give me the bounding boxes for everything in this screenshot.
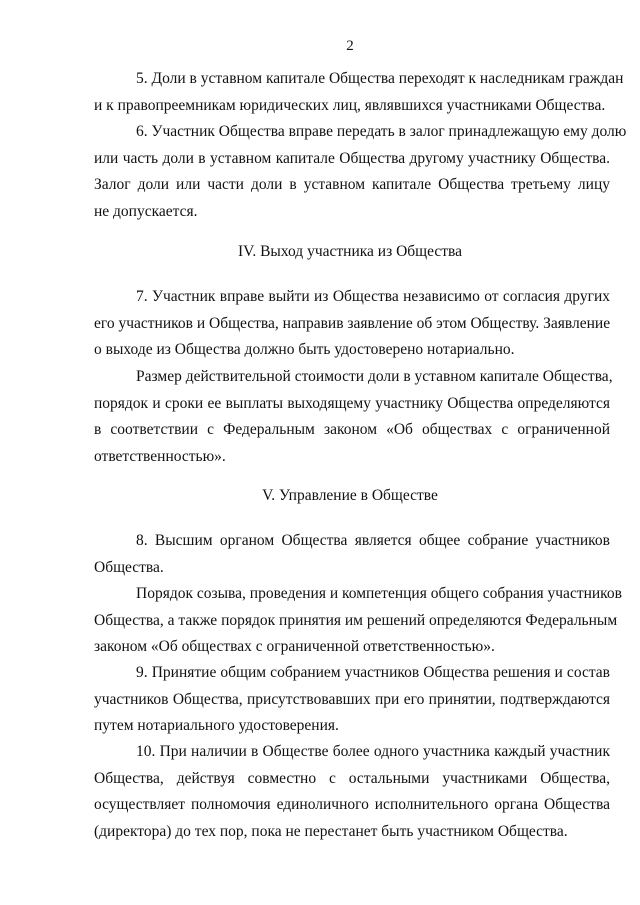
text-line: путем нотариального удостоверения. (94, 717, 339, 734)
paragraph-9 (94, 660, 610, 740)
paragraph-5 (94, 66, 624, 119)
text-line: Залог доли или части доли в уставном капитале Общества третьему лицу (94, 176, 610, 193)
text-line: законом «Об обществах с ограниченной ответственностью». (94, 638, 495, 655)
text-line: и к правопреемникам юридических лиц, являвшихся участниками Общества. (94, 96, 606, 114)
text-line: порядок и сроки ее выплаты выходящему участнику Общества определяются (94, 394, 610, 412)
paragraph-10 (94, 739, 610, 845)
text-line: участников Общества, присутствовавших при его принятии, подтверждаются (94, 690, 610, 708)
text-line: 5. Доли в уставном капитале Общества переходят к наследникам граждан (136, 70, 624, 87)
paragraph-8-continued (94, 581, 622, 661)
paragraph-8 (94, 528, 610, 581)
text-line: его участников и Общества, направив заявление об этом Обществу. Заявление (94, 314, 611, 332)
text-line: 6. Участник Общества вправе передать в залог принадлежащую ему долю (136, 123, 627, 140)
page-number: 2 (346, 38, 354, 54)
text-line: Общества, а также порядок принятия им решений определяются Федеральным (94, 611, 618, 629)
text-line: 9. Принятие общим собранием участников Общества решения и состав (136, 664, 610, 681)
text-line: 8. Высшим органом Общества является общее собрание участников (136, 532, 610, 549)
paragraph-6 (94, 119, 627, 225)
text-line: Порядок созыва, проведения и компетенция общего собрания участников (136, 585, 622, 602)
text-line: ответственностью». (94, 447, 226, 465)
text-line: о выходе из Общества должно быть удостоверено нотариально. (94, 341, 515, 358)
section-heading-iv: IV. Выход участника из Общества (237, 243, 463, 260)
text-line: Общества. (94, 558, 164, 576)
paragraph-7-continued (94, 364, 613, 470)
text-line: или часть доли в уставном капитале Общества другому участнику Общества. (94, 149, 610, 167)
text-line: осуществляет полномочия единоличного исполнительного органа Общества (94, 796, 610, 813)
text-line: Размер действительной стоимости доли в уставном капитале Общества, (136, 368, 613, 385)
text-line: (директора) до тех пор, пока не перестанет быть участником Общества. (94, 822, 568, 840)
section-heading-v: V. Управление в Обществе (262, 487, 438, 504)
text-line: Общества, действуя совместно с остальными участниками Общества, (94, 769, 610, 787)
text-line: в соответствии с Федеральным законом «Об обществах с ограниченной (94, 421, 610, 438)
text-line: 7. Участник вправе выйти из Общества независимо от согласия других (136, 288, 610, 305)
paragraph-7 (94, 284, 610, 364)
text-line: не допускается. (94, 202, 198, 220)
text-line: 10. При наличии в Обществе более одного участника каждый участник (136, 743, 610, 760)
